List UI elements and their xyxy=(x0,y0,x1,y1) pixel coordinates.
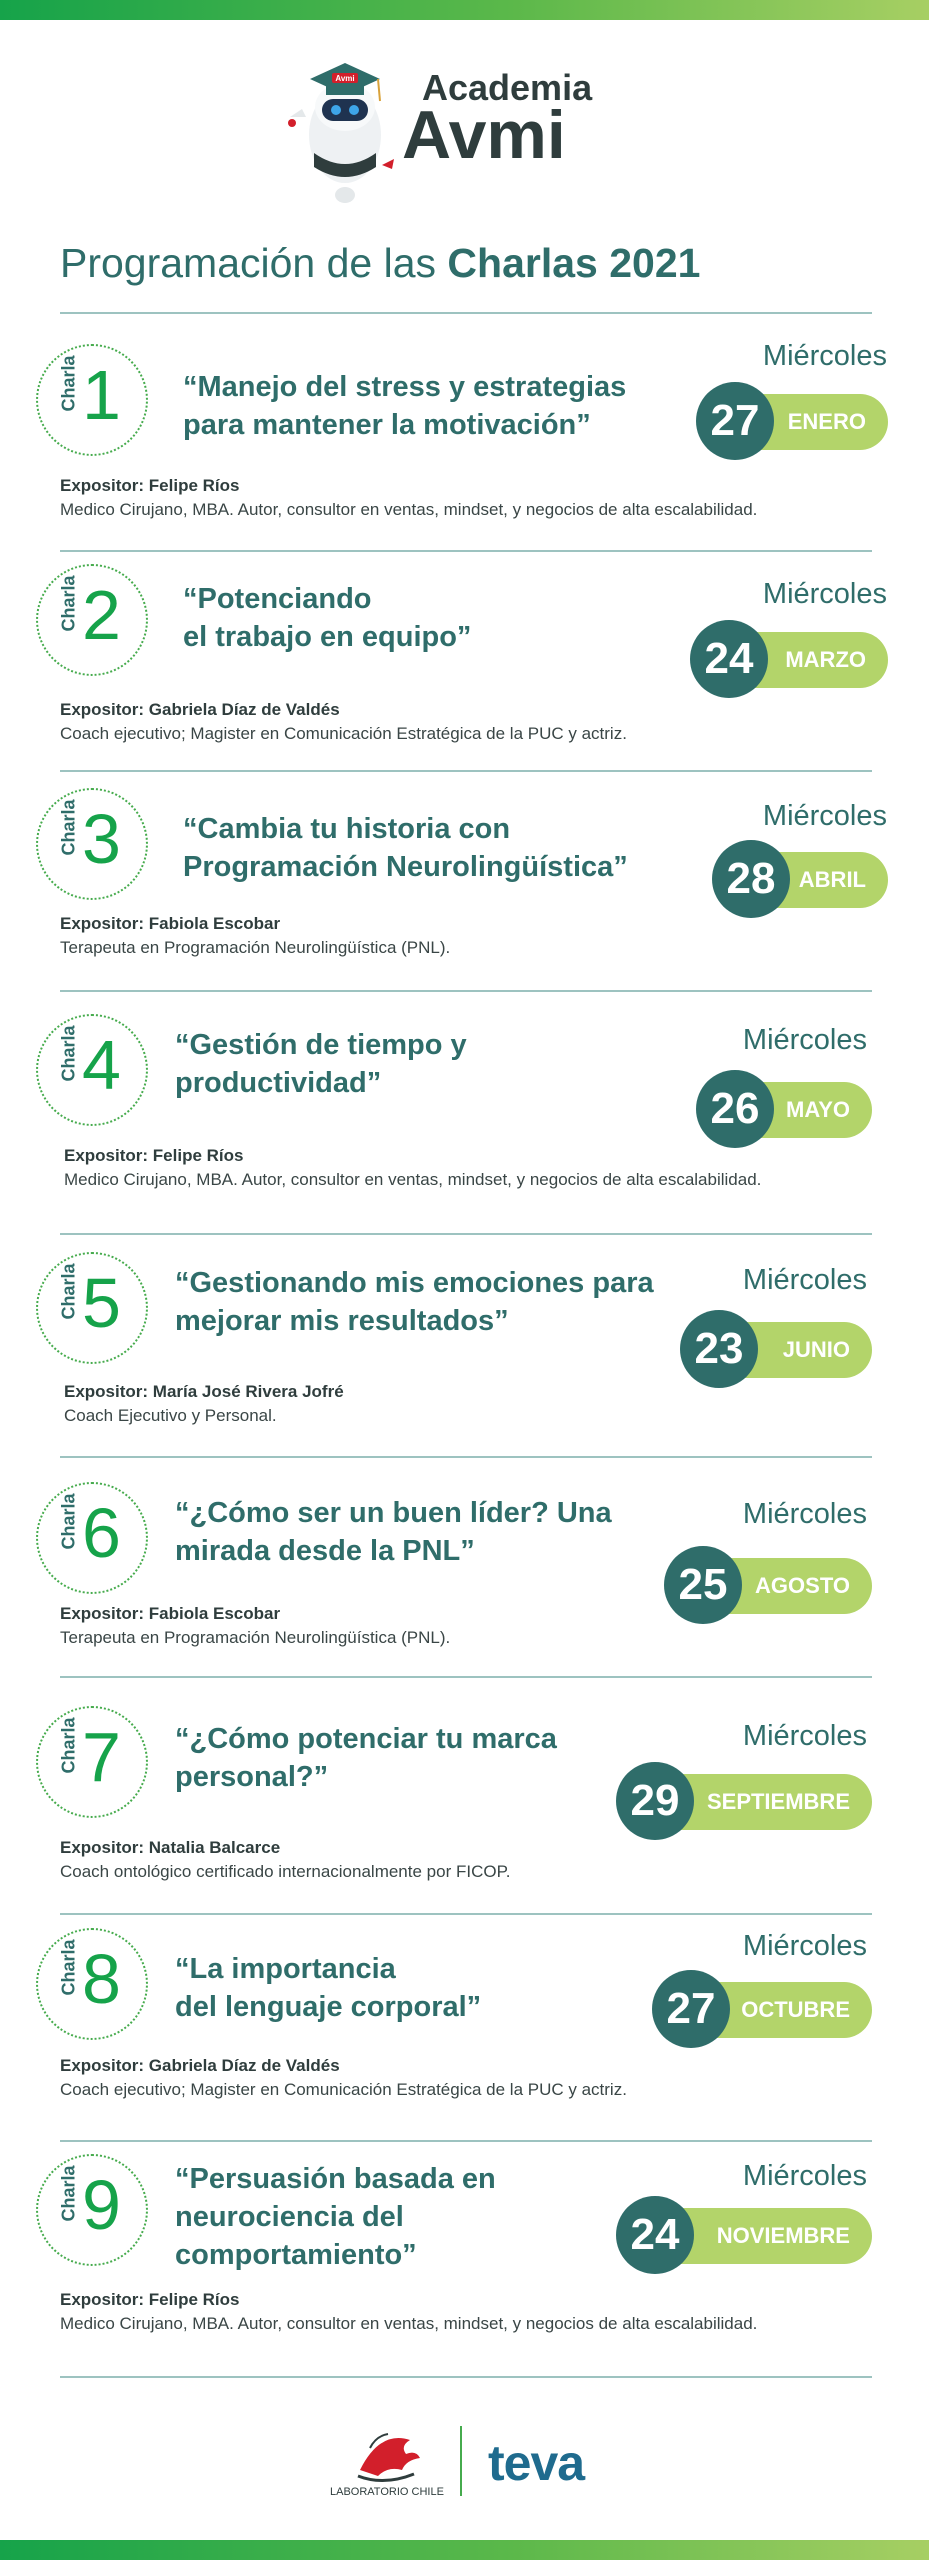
talk-month: NOVIEMBRE xyxy=(716,2223,850,2248)
talk-speaker: Expositor: Natalia Balcarce xyxy=(60,1838,281,1857)
talk-weekday: Miércoles xyxy=(742,1024,867,1056)
talk-number-badge xyxy=(36,344,148,456)
avmi-word: Avmi xyxy=(402,97,566,173)
talk-weekday: Miércoles xyxy=(762,800,887,832)
talk-title xyxy=(183,580,471,656)
page-title xyxy=(60,240,700,287)
divider-line xyxy=(60,1913,872,1915)
talk-number-badge xyxy=(36,1252,148,1364)
talk-day: 27 xyxy=(652,1970,730,2048)
talk-speaker-description: Terapeuta en Programación Neurolingüística (PNL). xyxy=(60,938,451,957)
divider-line xyxy=(60,770,872,772)
talk-speaker-description: Coach Ejecutivo y Personal. xyxy=(64,1406,277,1425)
divider-line xyxy=(60,990,872,992)
talk-title xyxy=(183,368,626,444)
talk-speaker-description: Coach ontológico certificado internacionalmente por FICOP. xyxy=(60,1862,511,1881)
talk-weekday: Miércoles xyxy=(762,340,887,372)
divider-line xyxy=(60,312,872,314)
bottom-gradient-bar xyxy=(0,2540,929,2560)
griffin-icon xyxy=(330,2420,440,2486)
talk-day: 28 xyxy=(712,840,790,918)
talk-weekday: Miércoles xyxy=(742,1930,867,1962)
divider-line xyxy=(60,2140,872,2142)
talk-title-line: “La importancia xyxy=(175,1953,396,1985)
talk-title-line: mirada desde la PNL” xyxy=(175,1535,475,1567)
talk-label: Charla xyxy=(58,1493,79,1550)
talk-title-line: “¿Cómo potenciar tu marca xyxy=(175,1723,557,1755)
talk-title xyxy=(175,1720,557,1796)
hat-badge: Avmi xyxy=(335,74,355,83)
talk-speaker: Expositor: Fabiola Escobar xyxy=(60,1604,281,1623)
talk-number: 3 xyxy=(82,800,121,878)
top-gradient-bar xyxy=(0,0,929,20)
talk-label: Charla xyxy=(58,355,79,412)
talk-day: 29 xyxy=(616,1762,694,1840)
talk-speaker: Expositor: Felipe Ríos xyxy=(60,476,240,495)
talk-number-badge xyxy=(36,1014,148,1126)
talk-month: MARZO xyxy=(785,647,866,672)
talk-title-line: el trabajo en equipo” xyxy=(183,621,472,653)
talk-title-line: “¿Cómo ser un buen líder? Una xyxy=(175,1497,612,1529)
talk-day: 25 xyxy=(664,1546,742,1624)
logo-divider xyxy=(460,2426,462,2496)
talk-title-line: personal?” xyxy=(175,1761,329,1793)
talk-day: 26 xyxy=(696,1070,774,1148)
talk-title xyxy=(175,1264,654,1340)
talk-speaker-description: Medico Cirujano, MBA. Autor, consultor en ventas, mindset, y negocios de alta escalabilidad. xyxy=(60,2314,758,2333)
talk-speaker-description: Terapeuta en Programación Neurolingüística (PNL). xyxy=(60,1628,451,1647)
page-title-highlight: Charlas 2021 xyxy=(447,240,701,286)
talk-number-badge xyxy=(36,1482,148,1594)
talk-title-line: “Gestionando mis emociones para xyxy=(175,1267,654,1299)
talk-label: Charla xyxy=(58,1939,79,1996)
talk-title-line: “Gestión de tiempo y xyxy=(175,1029,467,1061)
talk-weekday: Miércoles xyxy=(742,2160,867,2192)
talk-number-badge xyxy=(36,564,148,676)
divider-line xyxy=(60,2376,872,2378)
talk-number: 8 xyxy=(82,1940,121,2018)
talk-label: Charla xyxy=(58,799,79,856)
talk-title-line: “Potenciando xyxy=(183,583,372,615)
talk-title-line: “Persuasión basada en xyxy=(175,2163,496,2195)
talk-speaker-description: Coach ejecutivo; Magister en Comunicación Estratégica de la PUC y actriz. xyxy=(60,724,627,743)
talk-day: 27 xyxy=(696,382,774,460)
talk-number: 7 xyxy=(82,1718,121,1796)
page-title-prefix: Programación de las xyxy=(60,240,448,286)
talk-label: Charla xyxy=(58,1263,79,1320)
divider-line xyxy=(60,1456,872,1458)
talk-label: Charla xyxy=(58,575,79,632)
talk-speaker: Expositor: Gabriela Díaz de Valdés xyxy=(60,2056,340,2075)
talk-month: ENERO xyxy=(787,409,866,434)
talk-title-line: neurociencia del xyxy=(175,2201,404,2233)
talk-speaker-description: Coach ejecutivo; Magister en Comunicación Estratégica de la PUC y actriz. xyxy=(60,2080,627,2099)
talk-title-line: comportamiento” xyxy=(175,2239,417,2271)
talk-weekday: Miércoles xyxy=(742,1498,867,1530)
talk-title-line: para mantener la motivación” xyxy=(183,409,591,441)
talk-month: JUNIO xyxy=(782,1337,850,1362)
talk-weekday: Miércoles xyxy=(742,1264,867,1296)
talk-speaker: Expositor: Gabriela Díaz de Valdés xyxy=(60,700,340,719)
talk-title-line: “Cambia tu historia con xyxy=(183,813,511,845)
talk-speaker: Expositor: María José Rivera Jofré xyxy=(64,1382,344,1401)
talk-title xyxy=(175,1950,481,2026)
talk-month: ABRIL xyxy=(798,867,866,892)
laboratorio-chile-logo xyxy=(330,2420,444,2510)
talk-title xyxy=(175,1026,467,1102)
talk-month: MAYO xyxy=(786,1097,850,1122)
divider-line xyxy=(60,1233,872,1235)
divider-line xyxy=(60,1676,872,1678)
talk-day: 24 xyxy=(616,2196,694,2274)
talk-month: SEPTIEMBRE xyxy=(706,1789,850,1814)
talk-number: 9 xyxy=(82,2166,121,2244)
talk-speaker: Expositor: Felipe Ríos xyxy=(64,1146,244,1165)
talk-label: Charla xyxy=(58,2165,79,2222)
talk-number: 1 xyxy=(82,356,121,434)
talk-title-line: “Manejo del stress y estrategias xyxy=(183,371,627,403)
talk-number-badge xyxy=(36,1706,148,1818)
talk-title-line: del lenguaje corporal” xyxy=(175,1991,482,2023)
talk-number: 6 xyxy=(82,1494,121,1572)
talk-title-line: mejorar mis resultados” xyxy=(175,1305,509,1337)
sponsor-logos xyxy=(330,2420,610,2510)
talk-number: 5 xyxy=(82,1264,121,1342)
talk-title xyxy=(175,2160,496,2274)
talk-title-line: productividad” xyxy=(175,1067,382,1099)
talk-title xyxy=(175,1494,612,1570)
talk-month: AGOSTO xyxy=(755,1573,850,1598)
talk-number-badge xyxy=(36,788,148,900)
talk-day: 23 xyxy=(680,1310,758,1388)
academy-word: Academia xyxy=(422,67,593,108)
talk-number: 4 xyxy=(82,1026,121,1104)
talk-weekday: Miércoles xyxy=(742,1720,867,1752)
laboratorio-chile-text: LABORATORIO CHILE xyxy=(330,2486,444,2498)
talk-label: Charla xyxy=(58,1717,79,1774)
divider-line xyxy=(60,550,872,552)
talk-number-badge xyxy=(36,2154,148,2266)
talk-weekday: Miércoles xyxy=(762,578,887,610)
academia-avmi-logo xyxy=(270,45,610,205)
talk-number-badge xyxy=(36,1928,148,2040)
talk-label: Charla xyxy=(58,1025,79,1082)
talk-speaker-description: Medico Cirujano, MBA. Autor, consultor en ventas, mindset, y negocios de alta escalabilidad. xyxy=(64,1170,762,1189)
talk-speaker-description: Medico Cirujano, MBA. Autor, consultor en ventas, mindset, y negocios de alta escalabilidad. xyxy=(60,500,758,519)
talk-day: 24 xyxy=(690,620,768,698)
teva-logo: teva xyxy=(488,2435,585,2491)
talk-title xyxy=(183,810,628,886)
robot-mascot-icon xyxy=(270,45,420,205)
talk-speaker: Expositor: Felipe Ríos xyxy=(60,2290,240,2309)
talk-number: 2 xyxy=(82,576,121,654)
talk-title-line: Programación Neurolingüística” xyxy=(183,851,628,883)
talk-speaker: Expositor: Fabiola Escobar xyxy=(60,914,281,933)
talk-month: OCTUBRE xyxy=(741,1997,850,2022)
